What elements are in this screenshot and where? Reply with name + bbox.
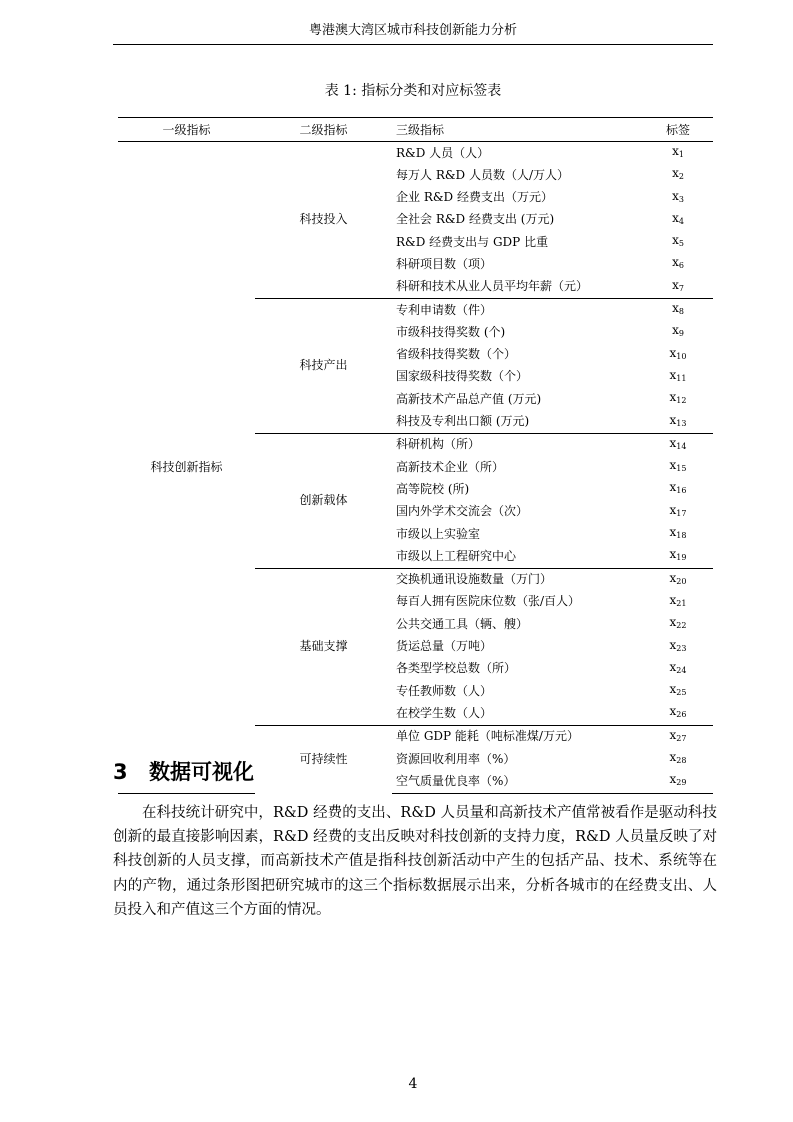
level3-cell: 货运总量（万吨） bbox=[396, 639, 493, 654]
tag-symbol: x bbox=[669, 659, 677, 674]
tag-subscript: 9 bbox=[678, 329, 684, 339]
tag-symbol: x bbox=[669, 345, 677, 360]
tag-subscript: 17 bbox=[676, 508, 687, 518]
tag-symbol: x bbox=[672, 144, 679, 158]
tag-subscript: 29 bbox=[676, 778, 687, 788]
tag-symbol: x bbox=[669, 615, 677, 630]
level3-cell: 高新技术企业（所） bbox=[396, 459, 505, 474]
level3-cell: 每万人 R&D 人员数（人/万人） bbox=[396, 167, 570, 182]
tag-subscript: 15 bbox=[676, 464, 687, 474]
section-heading bbox=[113, 756, 254, 786]
body-paragraph: 在科技统计研究中，R&D 经费的支出、R&D 人员量和高新技术产值常被看作是驱动科技创新的最直接影响因素，R&D 经费的支出反映对科技创新的支持力度，R&D 人员量反映了对科技创新的人员支撑，而高新技术产值是指科技创新活动中产生的包括产品、技术、系统等在内的产物，通过条形图把研究城市的这三个指标数据展示出来，分析各城市的在经费支出、人员投入和产值这三个方面的情况。 bbox=[113, 805, 717, 918]
tag-subscript: 20 bbox=[676, 576, 687, 586]
tag-subscript: 3 bbox=[678, 194, 684, 204]
tag-cell bbox=[643, 209, 713, 231]
level3-cell: 单位 GDP 能耗（吨标准煤/万元） bbox=[392, 725, 643, 748]
tag-cell bbox=[643, 568, 713, 591]
tag-subscript: 13 bbox=[676, 418, 687, 428]
level3-cell: 企业 R&D 经费支出（万元） bbox=[396, 190, 553, 205]
header-level3: 三级指标 bbox=[392, 118, 643, 142]
level3-cell: 科研和技术从业人员平均年薪（元） bbox=[396, 279, 589, 294]
tag-symbol: x bbox=[669, 412, 677, 427]
tag-symbol: x bbox=[672, 277, 679, 292]
tag-symbol: x bbox=[669, 547, 677, 562]
level3-cell: 每百人拥有医院床位数（张/百人） bbox=[396, 594, 581, 609]
tag-subscript: 8 bbox=[678, 307, 684, 317]
tag-symbol: x bbox=[669, 727, 677, 742]
tag-cell bbox=[643, 613, 713, 635]
tag-symbol: x bbox=[672, 255, 679, 270]
tag-symbol: x bbox=[672, 323, 679, 338]
tag-symbol: x bbox=[669, 480, 677, 495]
tag-subscript: 1 bbox=[678, 150, 684, 159]
tag-cell bbox=[643, 523, 713, 545]
level3-cell: 专任教师数（人） bbox=[396, 683, 493, 698]
table-row bbox=[118, 142, 713, 165]
tag-subscript: 6 bbox=[678, 261, 684, 271]
tag-cell bbox=[643, 321, 713, 343]
tag-cell bbox=[643, 164, 713, 186]
header-level1: 一级指标 bbox=[118, 118, 255, 142]
tag-subscript: 7 bbox=[678, 283, 684, 293]
tag-cell bbox=[643, 388, 713, 410]
tag-subscript: 19 bbox=[676, 553, 687, 563]
level2-cell: 创新载体 bbox=[255, 433, 392, 568]
tag-subscript: 26 bbox=[676, 710, 687, 720]
tag-cell bbox=[643, 142, 713, 165]
level3-cell: 专利申请数（件） bbox=[392, 299, 643, 322]
tag-cell bbox=[643, 478, 713, 500]
table-caption: 表 1: 指标分类和对应标签表 bbox=[324, 83, 502, 99]
running-header: 粤港澳大湾区城市科技创新能力分析 bbox=[113, 18, 713, 45]
tag-subscript: 22 bbox=[676, 621, 687, 631]
tag-symbol: x bbox=[669, 458, 677, 473]
tag-cell bbox=[643, 636, 713, 658]
tag-symbol: x bbox=[669, 772, 677, 787]
tag-cell bbox=[643, 344, 713, 366]
tag-symbol: x bbox=[669, 592, 677, 607]
tag-subscript: 10 bbox=[676, 351, 687, 361]
level3-cell: 空气质量优良率（%） bbox=[392, 770, 643, 793]
level3-cell: 科研项目数（项） bbox=[396, 256, 493, 271]
tag-cell bbox=[643, 725, 713, 748]
tag-subscript: 4 bbox=[678, 216, 684, 226]
level3-cell: 市级以上实验室 bbox=[396, 526, 481, 541]
header-tag: 标签 bbox=[643, 118, 713, 142]
tag-cell bbox=[643, 456, 713, 478]
level3-cell: 全社会 R&D 经费支出 (万元) bbox=[396, 212, 555, 227]
tag-cell bbox=[643, 433, 713, 456]
section-number: 3 bbox=[113, 760, 128, 784]
tag-cell bbox=[643, 770, 713, 793]
tag-symbol: x bbox=[672, 233, 679, 248]
tag-subscript: 18 bbox=[676, 531, 687, 541]
tag-cell bbox=[643, 187, 713, 209]
tag-symbol: x bbox=[672, 166, 679, 181]
tag-subscript: 25 bbox=[676, 688, 687, 698]
tag-symbol: x bbox=[669, 570, 677, 585]
level3-cell: 交换机通讯设施数量（万门） bbox=[392, 568, 643, 591]
level3-cell: 资源回收利用率（%） bbox=[396, 751, 516, 766]
table-body bbox=[118, 142, 713, 794]
tag-cell bbox=[643, 411, 713, 434]
tag-subscript: 27 bbox=[676, 733, 687, 743]
level3-cell: 公共交通工具（辆、艘） bbox=[396, 616, 529, 631]
tag-cell bbox=[643, 545, 713, 568]
level3-cell: 市级科技得奖数 (个) bbox=[396, 324, 506, 339]
tag-cell bbox=[643, 231, 713, 253]
tag-cell bbox=[643, 748, 713, 770]
level2-cell: 科技投入 bbox=[299, 212, 348, 227]
level3-cell: 国家级科技得奖数（个） bbox=[396, 369, 529, 384]
tag-cell bbox=[643, 658, 713, 680]
tag-subscript: 23 bbox=[676, 643, 687, 653]
tag-symbol: x bbox=[672, 210, 679, 225]
tag-cell bbox=[643, 276, 713, 299]
tag-symbol: x bbox=[672, 301, 679, 316]
level3-cell: 高新技术产品总产值 (万元) bbox=[396, 391, 542, 406]
tag-symbol: x bbox=[672, 188, 679, 203]
tag-symbol: x bbox=[669, 367, 677, 382]
tag-subscript: 11 bbox=[676, 373, 687, 383]
level3-cell: R&D 人员（人） bbox=[396, 145, 490, 160]
indicator-table bbox=[118, 117, 713, 794]
tag-symbol: x bbox=[669, 637, 677, 652]
tag-cell bbox=[643, 591, 713, 613]
level3-cell: 科技及专利出口额 (万元) bbox=[396, 414, 530, 429]
tag-cell bbox=[643, 299, 713, 322]
tag-cell bbox=[643, 366, 713, 388]
level3-cell: 科研机构（所） bbox=[392, 433, 643, 456]
tag-cell bbox=[643, 501, 713, 523]
tag-subscript: 5 bbox=[678, 239, 684, 249]
tag-cell bbox=[643, 253, 713, 275]
level2-cell: 基础支撑 bbox=[255, 568, 392, 725]
tag-symbol: x bbox=[669, 525, 677, 540]
level3-cell: 高等院校 (所) bbox=[396, 481, 470, 496]
level2-cell: 可持续性 bbox=[255, 725, 392, 793]
tag-subscript: 24 bbox=[676, 665, 687, 675]
tag-symbol: x bbox=[669, 502, 677, 517]
level3-cell: 国内外学术交流会（次） bbox=[396, 504, 529, 519]
tag-symbol: x bbox=[669, 704, 677, 719]
tag-subscript: 12 bbox=[676, 396, 687, 406]
tag-subscript: 14 bbox=[676, 441, 687, 451]
level3-cell: 各类型学校总数（所） bbox=[396, 661, 517, 676]
level1-cell: 科技创新指标 bbox=[118, 142, 255, 794]
tag-symbol: x bbox=[669, 750, 677, 765]
tag-symbol: x bbox=[669, 390, 677, 405]
level2-cell: 科技产出 bbox=[255, 299, 392, 434]
tag-subscript: 2 bbox=[678, 172, 684, 182]
page-number: 4 bbox=[408, 1076, 418, 1092]
section-title: 数据可视化 bbox=[149, 760, 254, 784]
table-header-row bbox=[118, 118, 713, 142]
tag-cell bbox=[643, 702, 713, 725]
tag-subscript: 16 bbox=[676, 486, 687, 496]
level3-cell: 在校学生数（人） bbox=[396, 705, 493, 720]
tag-subscript: 21 bbox=[676, 598, 687, 608]
tag-cell bbox=[643, 680, 713, 702]
tag-symbol: x bbox=[669, 682, 677, 697]
level3-cell: 省级科技得奖数（个） bbox=[396, 347, 517, 362]
header-level2: 二级指标 bbox=[255, 118, 392, 142]
tag-symbol: x bbox=[669, 435, 677, 450]
level3-cell: 市级以上工程研究中心 bbox=[396, 548, 517, 563]
level3-cell: R&D 经费支出与 GDP 比重 bbox=[396, 234, 549, 249]
tag-subscript: 28 bbox=[676, 756, 687, 766]
